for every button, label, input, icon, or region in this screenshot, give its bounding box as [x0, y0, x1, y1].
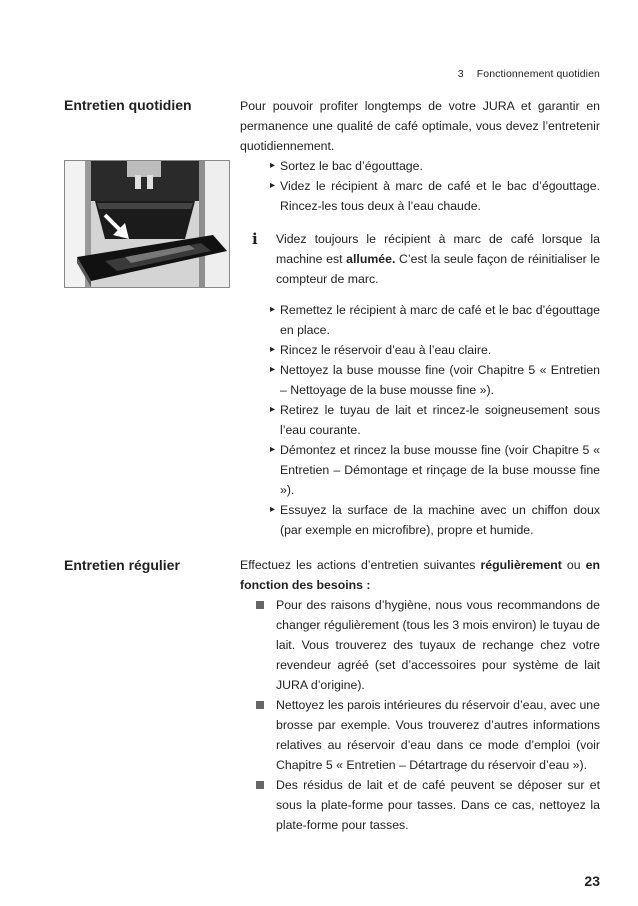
daily-intro: Pour pouvoir profiter longtemps de votre JURA et garantir en permanence une qualité de café optimale, vous devez l’entretenir quotidiennement.	[240, 99, 600, 153]
list-item: ▸ Sortez le bac d’égouttage.	[270, 156, 600, 176]
list-item: ▸ Rincez le réservoir d’eau à l’eau claire.	[270, 340, 600, 360]
list-item: ▸ Démontez et rincez la buse mousse fine (voir Chapitre 5 « Entretien – Démontage et rinçage de la buse mousse fine »).	[270, 440, 600, 500]
list-item: ▸ Remettez le récipient à marc de café et le bac d’égouttage en place.	[270, 300, 600, 340]
list-item: Nettoyez les parois intérieures du réservoir d’eau, avec une brosse par exemple. Vous trouverez d’autres informations relatives au réservoir d’eau dans ce mode d’emploi (voir Chapitre 5 « Entretien – Détartrage du réservoir d’eau »).	[254, 695, 600, 775]
section-title-daily: Entretien quotidien	[64, 97, 192, 113]
info-note	[240, 229, 600, 289]
list-item: ▸ Essuyez la surface de la machine avec un chiffon doux (par exemple en microfibre), propre et humide.	[270, 500, 600, 540]
regular-intro-bold-2: en fonction des besoins :	[240, 558, 600, 592]
page-number: 23	[584, 873, 600, 889]
running-head	[458, 68, 600, 80]
regular-intro	[240, 555, 600, 595]
daily-steps-b	[270, 300, 600, 540]
regular-items	[254, 595, 600, 835]
regular-intro-before: Effectuez les actions d’entretien suivantes	[240, 558, 481, 572]
info-icon: i	[252, 230, 258, 248]
list-item: ▸ Retirez le tuyau de lait et rincez-le soigneusement sous l’eau courante.	[270, 400, 600, 440]
note-text-before: Videz toujours le récipient à marc de café lorsque la machine est	[276, 232, 600, 266]
list-item: Pour des raisons d’hygiène, nous vous recommandons de changer régulièrement (tous les 3 mois environ) le tuyau de lait. Vous trouverez des tuyaux de rechange chez votre revendeur agréé (set d’accessoires pour système de lait JURA d’origine).	[254, 595, 600, 695]
chapter-number: 3	[457, 68, 464, 80]
daily-steps-a	[270, 156, 600, 216]
note-text-bold: allumée.	[346, 252, 396, 266]
list-item: ▸ Nettoyez la buse mousse fine (voir Chapitre 5 « Entretien – Nettoyage de la buse mousse fine »).	[270, 360, 600, 400]
section-title-regular: Entretien régulier	[64, 557, 180, 573]
regular-intro-mid: ou	[561, 558, 586, 572]
list-item: Des résidus de lait et de café peuvent se déposer sur et sous la plate-forme pour tasses. Dans ce cas, nettoyez la plate-forme pour tasses.	[254, 775, 600, 835]
chapter-title: Fonctionnement quotidien	[476, 68, 600, 80]
list-item: ▸ Videz le récipient à marc de café et le bac d’égouttage. Rincez-les tous deux à l’eau chaude.	[270, 176, 600, 216]
regular-intro-bold-1: régulièrement	[480, 558, 562, 572]
drip-tray-illustration	[64, 160, 230, 288]
daily-content	[240, 96, 600, 540]
note-text-after: C’est la seule façon de réinitialiser le compteur de marc.	[276, 252, 600, 286]
regular-content	[240, 555, 600, 835]
